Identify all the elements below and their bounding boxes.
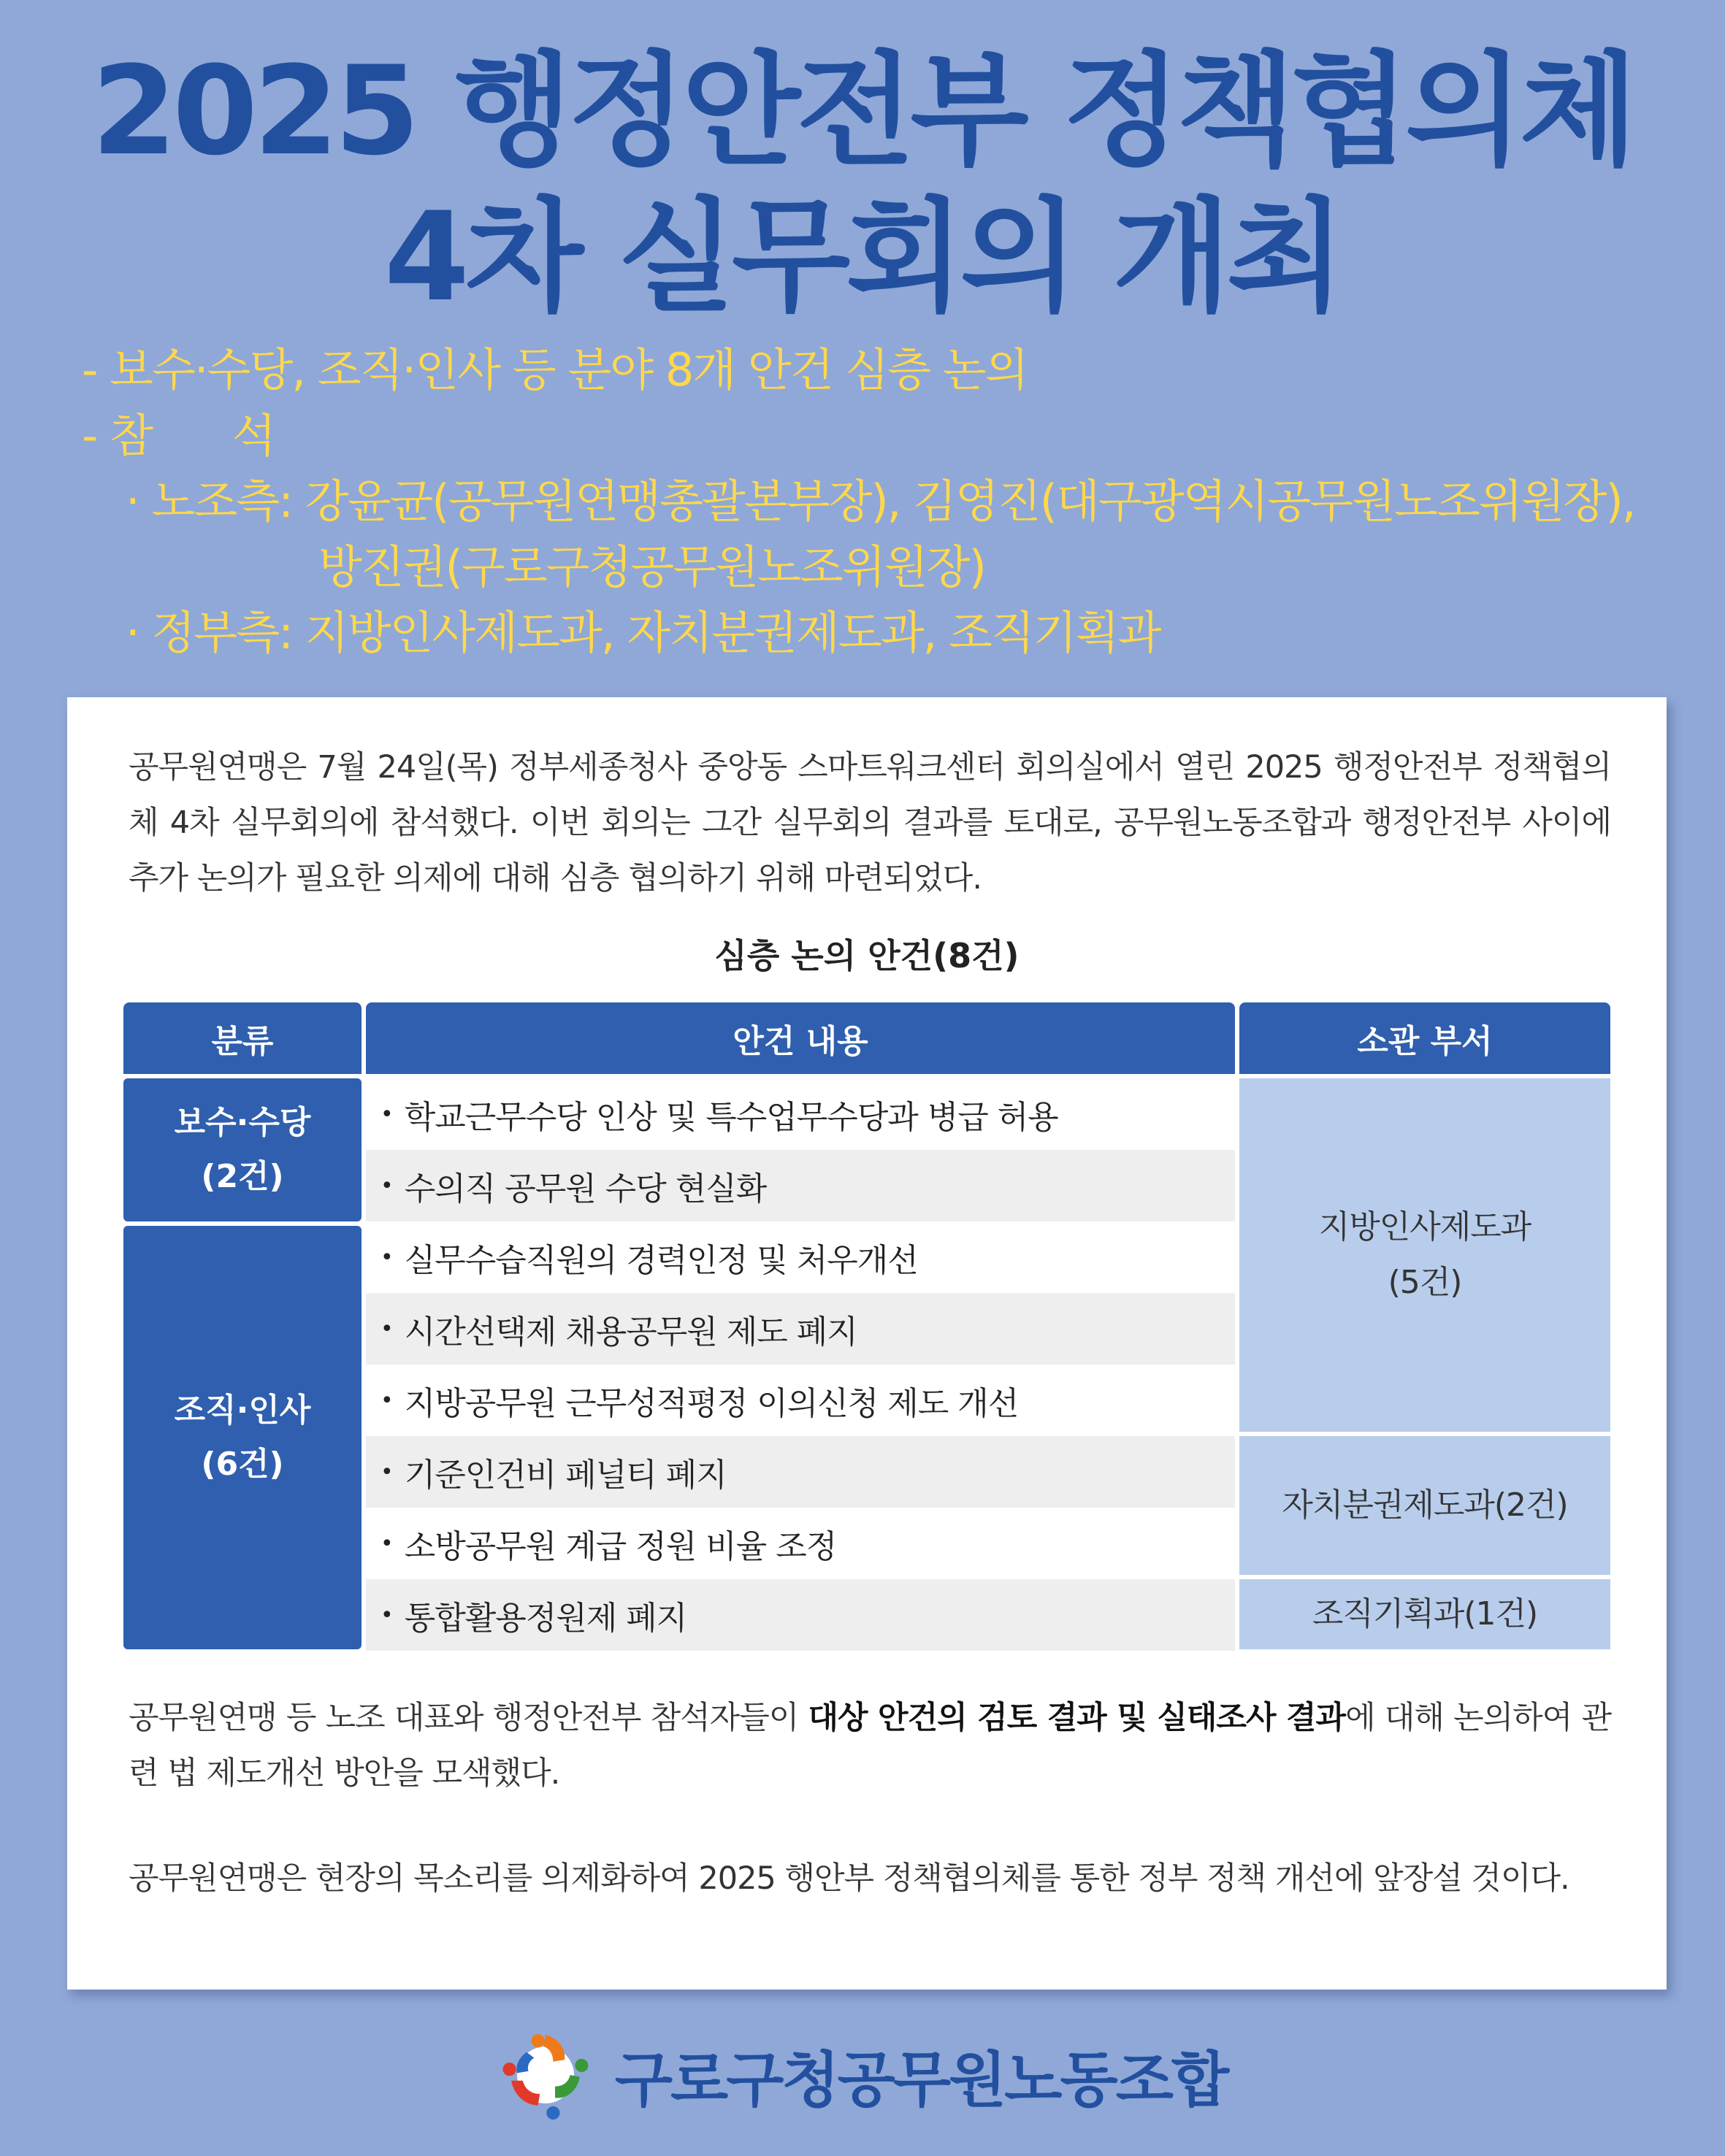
union-attendees: · 노조측: 강윤균(공무원연맹총괄본부장), 김영진(대구광역시공무원노조위원장), [126, 475, 1635, 528]
dept-org-planning-name: 조직기획과(1건) [1312, 1595, 1538, 1633]
table-row [366, 1293, 1235, 1365]
agenda-item: 실무수습직원의 경력인정 및 처우개선 [404, 1242, 918, 1279]
summary-block [82, 337, 1674, 666]
dept-autonomy-name: 자치분권제도과(2건) [1282, 1486, 1568, 1524]
category-pay [123, 1078, 362, 1221]
category-org [123, 1226, 362, 1649]
table-title: 심층 논의 안건(8건) [714, 936, 1020, 975]
table-row [366, 1365, 1235, 1436]
closing-paragraph: 공무원연맹은 현장의 목소리를 의제화하여 2025 행안부 정책협의체를 통한 정부 정책 개선에 앞장설 것이다. [129, 1860, 1569, 1897]
discussion-text-b: 에 대해 논의하여 관련 법 제도개선 방안을 모색했다. [129, 1700, 1611, 1792]
attendees-label-b: 석 [232, 409, 275, 462]
category-pay-count: (2건) [201, 1158, 284, 1195]
footer [0, 2024, 1725, 2126]
union-logo-icon [498, 2028, 593, 2122]
dept-local-hr-name: 지방인사제도과 [1318, 1208, 1531, 1246]
category-org-count: (6건) [201, 1446, 284, 1483]
table-row [366, 1150, 1235, 1221]
discussion-text-bold: 대상 안건의 검토 결과 및 실태조사 결과 [808, 1700, 1346, 1736]
table-row [366, 1221, 1235, 1293]
bullet: • [380, 1602, 393, 1628]
table-row [366, 1436, 1235, 1508]
bullet: • [380, 1387, 393, 1413]
agenda-item: 수의직 공무원 수당 현실화 [404, 1170, 767, 1208]
bullet: • [380, 1101, 393, 1127]
union-name: 구로구청공무원노동조합 [614, 2045, 1228, 2115]
category-pay-name: 보수·수당 [174, 1104, 311, 1141]
table-row [366, 1508, 1235, 1579]
agenda-item: 통합활용정원제 폐지 [404, 1600, 687, 1637]
agenda-item: 지방공무원 근무성적평정 이의신청 제도 개선 [404, 1385, 1019, 1422]
header-department: 소관 부서 [1239, 1002, 1610, 1074]
discussion-text-a: 공무원연맹 등 노조 대표와 행정안전부 참석자들이 [129, 1700, 808, 1736]
summary-agenda: - 보수·수당, 조직·인사 등 분야 8개 안건 심층 논의 [82, 343, 1028, 396]
header-content: 안건 내용 [366, 1002, 1235, 1074]
dept-org-planning [1239, 1579, 1610, 1649]
bullet: • [380, 1530, 393, 1557]
agenda-item: 소방공무원 계급 정원 비율 조정 [404, 1528, 837, 1565]
headline-line-1: 2025 행정안전부 정책협의체 [91, 39, 1634, 183]
agenda-item: 기준인건비 페널티 폐지 [404, 1457, 727, 1494]
union-attendees-cont: 방진권(구로구청공무원노조위원장) [318, 540, 985, 594]
intro-paragraph: 공무원연맹은 7월 24일(목) 정부세종청사 중앙동 스마트워크센터 회의실에서 열린 2025 행정안전부 정책협의체 4차 실무회의에 참석했다. 이번 회의는 그간 실무회의 결과를 토대로, 공무원노동조합과 행정안전부 사이에 추가 논의가 필요한 의제에 대해 심층 협의하기 위해 마련되었다. [129, 749, 1611, 897]
attendees-label-a: - 참 [82, 409, 152, 462]
agenda-item: 학교근무수당 인상 및 특수업무수당과 병급 허용 [404, 1099, 1058, 1136]
bullet: • [380, 1316, 393, 1342]
table-row [366, 1579, 1235, 1651]
bullet: • [380, 1459, 393, 1485]
headline [0, 38, 1725, 330]
article-card [67, 697, 1667, 1990]
gov-attendees: · 정부측: 지방인사제도과, 자치분권제도과, 조직기획과 [126, 606, 1160, 659]
table-row [366, 1078, 1235, 1150]
dept-local-hr [1239, 1078, 1610, 1432]
bullet: • [380, 1244, 393, 1270]
discussion-paragraph [129, 1690, 1611, 1801]
summary-attendees [82, 403, 1674, 469]
agenda-table [123, 1002, 1610, 1645]
category-org-name: 조직·인사 [174, 1392, 311, 1429]
agenda-item: 시간선택제 채용공무원 제도 폐지 [404, 1313, 857, 1351]
header-category: 분류 [123, 1002, 362, 1074]
dept-local-hr-count: (5건) [1388, 1264, 1462, 1301]
headline-line-2: 4차 실무회의 개최 [384, 185, 1341, 329]
dept-autonomy [1239, 1436, 1610, 1575]
bullet: • [380, 1173, 393, 1199]
